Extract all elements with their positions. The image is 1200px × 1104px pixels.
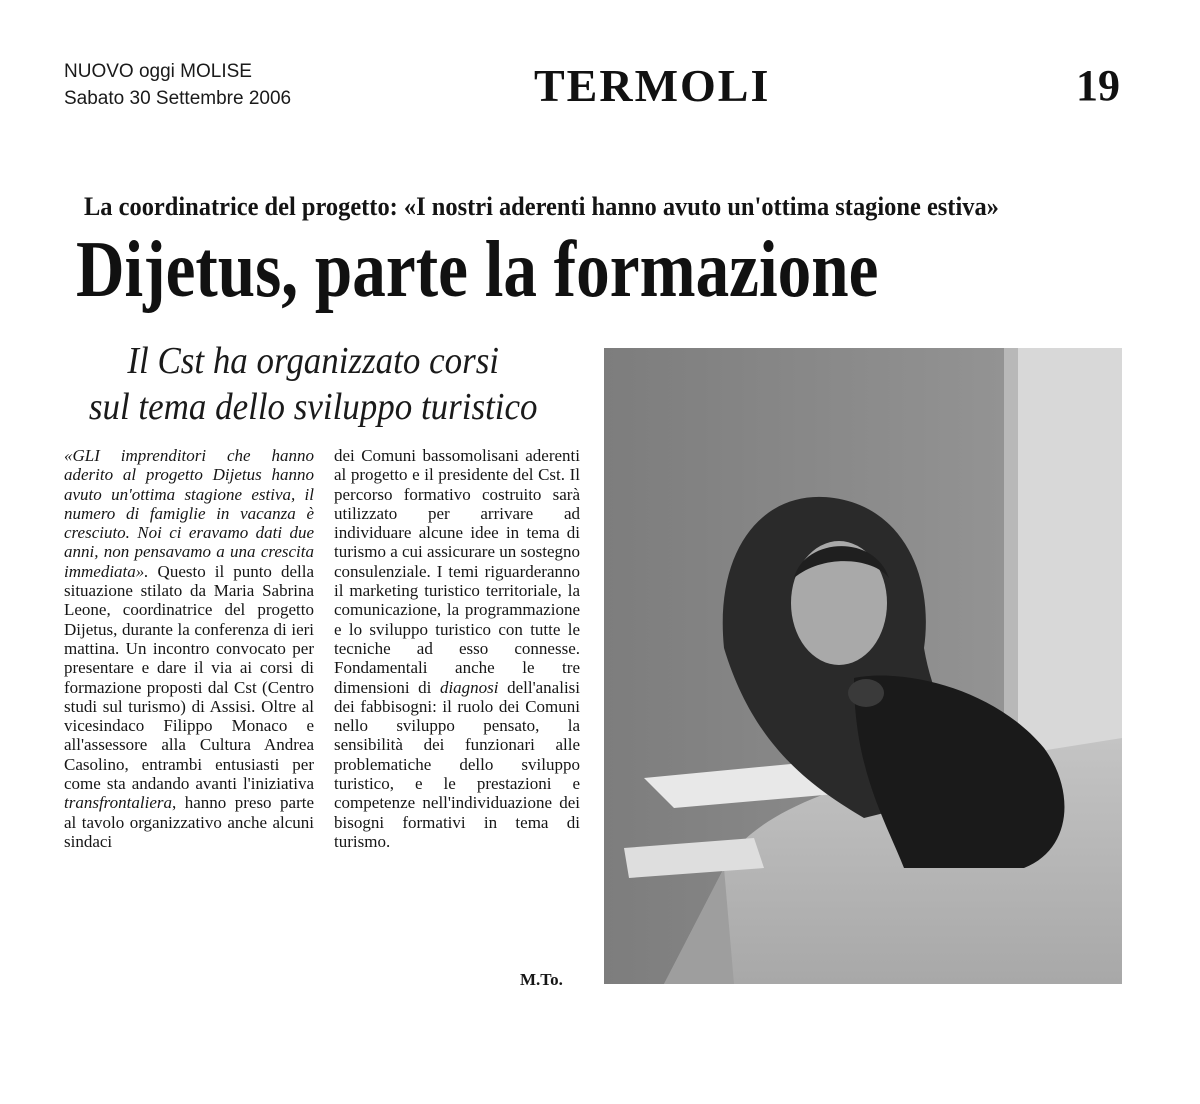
column-2-text-a: dei Comuni bassomolisani aderenti al progetto e il presidente del Cst. Il percorso formativo costruito sarà utilizzato per arrivare ad individuare alcune idee in tema di turismo a cui assicurare un sostegno consulenziale. I temi riguarderanno il marketing turistico territoriale, la comunicazione, la programmazione e lo sviluppo turistico con tutte le tecniche ad esso connesse. Fondamentali anche le tre dimensioni di — [334, 446, 580, 697]
article-overline: La coordinatrice del progetto: «I nostri aderenti hanno avuto un'ottima stagione estiva» — [84, 192, 999, 221]
article-subhead — [74, 338, 552, 430]
column-1-paragraph — [64, 446, 314, 851]
column-1-text-a: Questo il punto della situazione stilato da Maria Sabrina Leone, coordinatrice del progetto Dijetus, durante la conferenza di ieri mattina. Un incontro convocato per presentare e dare il via ai corsi di formazione proposti dal Cst (Centro studi sul turismo) di Assisi. Oltre al vicesindaco Filippo Monaco e all'assessore alla Cultura Andrea Casolino, entrambi entusiasti per come sta andando avanti l'iniziativa — [64, 561, 314, 794]
photo-illustration — [604, 348, 1122, 984]
subhead-line-1: Il Cst ha organizzato corsi — [127, 340, 500, 382]
column-2-paragraph — [334, 446, 580, 851]
article-headline: Dijetus, parte la formazione — [76, 226, 879, 314]
article-column-2 — [334, 446, 580, 851]
section-title: TERMOLI — [534, 60, 771, 111]
masthead — [64, 58, 291, 112]
newspaper-name: NUOVO oggi MOLISE — [64, 61, 252, 82]
author-signature: M.To. — [520, 970, 563, 989]
column-2-italic-term: diagnosi — [439, 677, 499, 697]
publication-date: Sabato 30 Settembre 2006 — [64, 88, 292, 109]
subhead-line-2: sul tema dello sviluppo turistico — [88, 386, 538, 428]
article-column-1 — [64, 446, 314, 851]
column-1-italic-term: transfrontaliera — [64, 793, 172, 813]
opening-quote: «GLI imprenditori che hanno aderito al progetto Dijetus hanno avuto un'ottima stagione estiva, il numero di famiglie in vacanza è cresciuto. Noi ci eravamo dati due anni, non pensavamo a una crescita immediata». — [64, 446, 314, 581]
article-photo — [604, 348, 1122, 984]
page-number: 19 — [1076, 61, 1120, 110]
column-2-text-b: dell'analisi dei fabbisogni: il ruolo dei Comuni nello sviluppo pensato, la sensibilità dei funzionari alle problematiche dello sviluppo turistico, e le prestazioni e competenze nell'individuazione dei bisogni formativi in tema di turismo. — [334, 677, 581, 851]
column-1-text-b: , hanno preso parte al tavolo organizzativo anche alcuni sindaci — [64, 793, 314, 851]
